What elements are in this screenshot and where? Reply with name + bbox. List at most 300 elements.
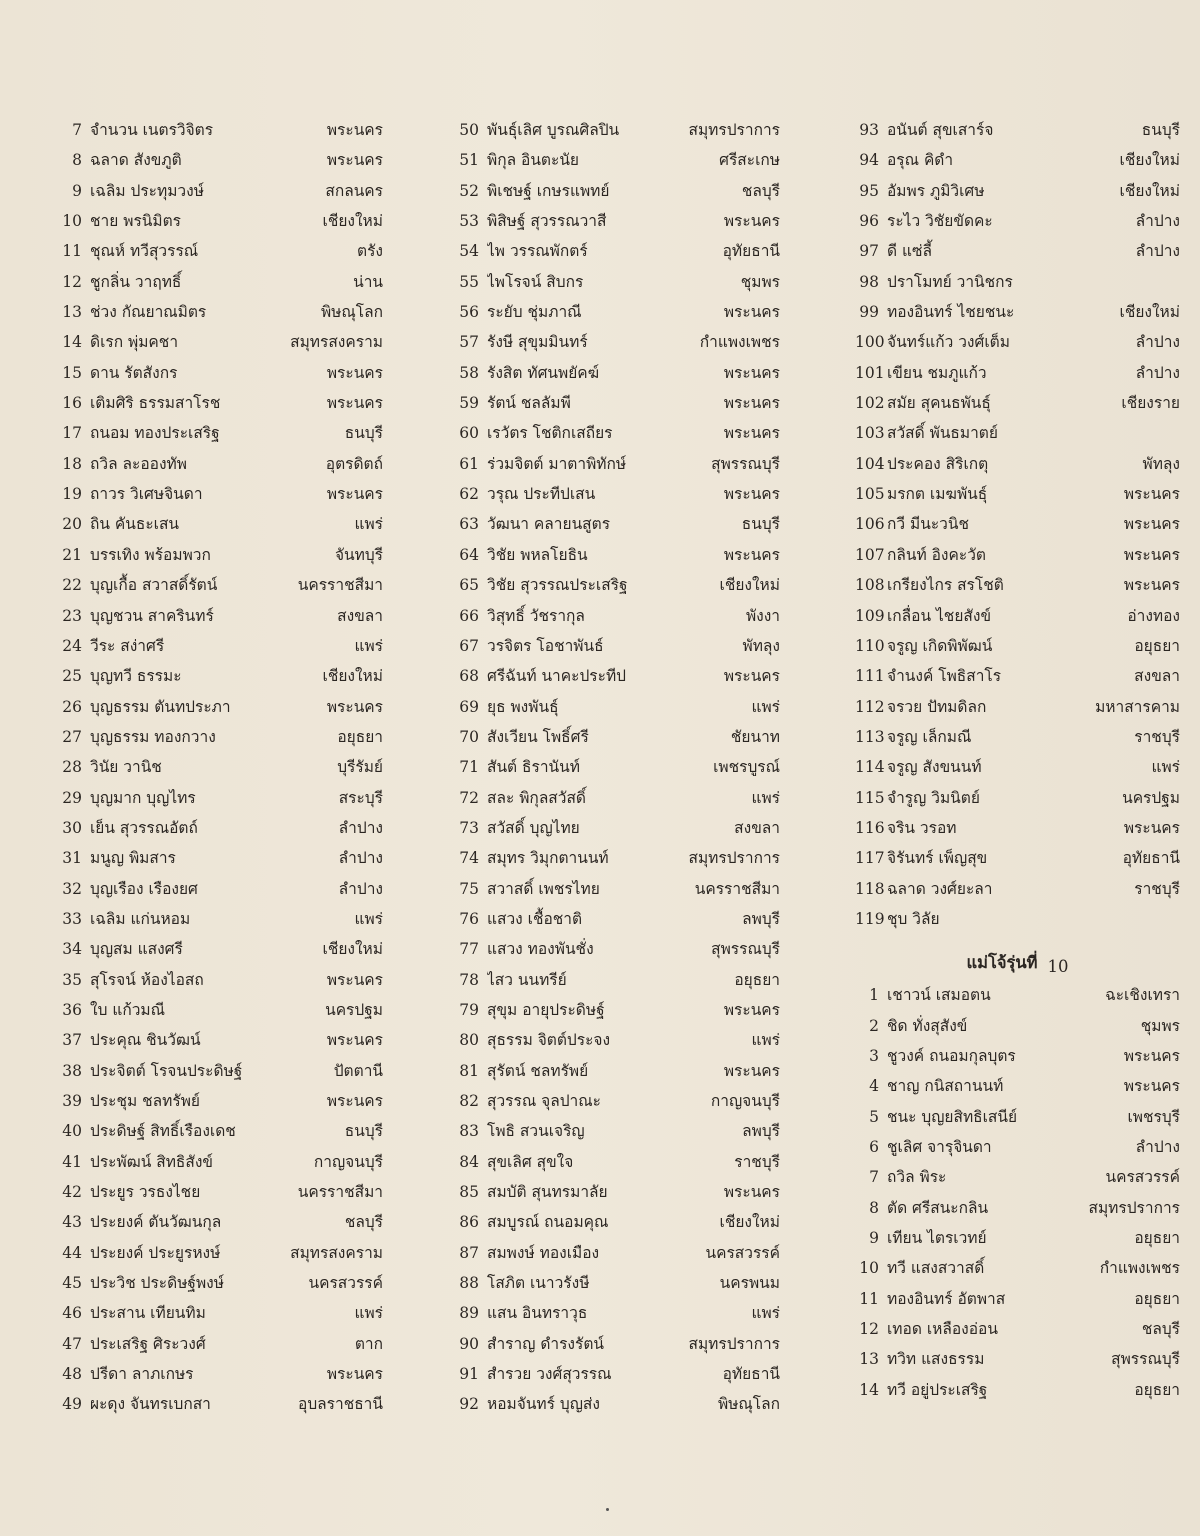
entry-province: เชียงใหม่ <box>322 667 383 686</box>
entry-number: 6 <box>869 1138 879 1156</box>
roster-entry <box>58 785 383 815</box>
entry-province: สมุทรปราการ <box>688 849 780 868</box>
entry-number: 38 <box>62 1061 82 1080</box>
entry-province: สุพรรณบุรี <box>711 454 780 473</box>
entry-province: พระนคร <box>723 303 780 322</box>
entry-name: ถนอม ทองประเสริฐ <box>90 424 220 443</box>
entry-number: 47 <box>62 1334 82 1353</box>
entry-number: 74 <box>459 849 479 868</box>
entry-number: 68 <box>459 667 479 686</box>
entry-number: 21 <box>62 545 82 564</box>
entry-province: ลำปาง <box>1135 363 1180 382</box>
entry-province: ลำปาง <box>1135 1138 1180 1156</box>
entry-name: สวัสดิ์ บุญไทย <box>487 818 580 837</box>
entry-number: 80 <box>459 1031 479 1050</box>
entry-province: สระบุรี <box>338 788 383 807</box>
entry-province: กาญจนบุรี <box>710 1092 780 1110</box>
entry-province: พระนคร <box>723 667 780 686</box>
entry-province: อยุธยา <box>734 970 780 989</box>
entry-name: เกลื่อน ไชยสังข์ <box>887 606 992 625</box>
entry-province: แพร่ <box>751 1031 780 1050</box>
roster-entry <box>58 1209 383 1239</box>
roster-entry <box>455 329 780 359</box>
entry-province: ศรีสะเกษ <box>719 151 780 170</box>
entry-number: 12 <box>62 272 82 291</box>
entry-name: อนันต์ สุขเสาร์จ <box>887 121 994 139</box>
entry-number: 86 <box>459 1213 479 1232</box>
entry-number: 60 <box>459 424 479 443</box>
entry-province: อุบลราชธานี <box>298 1395 383 1414</box>
entry-number: 2 <box>869 1016 879 1035</box>
entry-number: 110 <box>855 636 885 655</box>
entry-name: ไพ วรรณพักตร์ <box>487 242 588 261</box>
entry-province: แพร่ <box>751 788 780 807</box>
entry-name: สำรวย วงศ์สุวรรณ <box>487 1365 612 1384</box>
entry-name: พิเชษฐ์ เกษรแพทย์ <box>487 181 610 200</box>
roster-entry <box>58 754 383 784</box>
roster-entry <box>855 1225 1180 1255</box>
page-mark <box>606 1508 609 1511</box>
entry-number: 96 <box>859 212 879 231</box>
entry-number: 18 <box>62 454 82 473</box>
entry-name: ชูกลิ่น วาฤทธิ์ <box>90 272 182 291</box>
entry-name: รังสิต ทัศนพยัคฆ์ <box>487 363 600 382</box>
roster-entry <box>855 420 1180 450</box>
roster-entry <box>855 694 1180 724</box>
entry-province: พระนคร <box>1123 1077 1180 1096</box>
entry-province: ลำปาง <box>338 818 383 837</box>
roster-entry <box>455 1240 780 1270</box>
entry-name: ศรีฉันท์ นาคะประทีป <box>487 667 627 686</box>
entry-number: 65 <box>459 576 479 595</box>
entry-number: 99 <box>859 303 879 322</box>
roster-entry <box>58 1149 383 1179</box>
entry-number: 78 <box>459 970 479 989</box>
entry-province: พระนคร <box>326 697 383 716</box>
entry-name: ชุณห์ ทวีสุวรรณ์ <box>90 242 199 261</box>
roster-entry <box>855 1134 1180 1164</box>
roster-entry <box>58 299 383 329</box>
entry-name: ทวี แสงสวาสดิ์ <box>887 1259 985 1278</box>
entry-name: มนูญ พิมสาร <box>90 849 176 868</box>
entry-province: เชียงใหม่ <box>719 576 780 595</box>
entry-province: ชัยนาท <box>730 727 780 746</box>
entry-name: สละ พิกุลสวัสดิ์ <box>487 788 587 807</box>
entry-province: ธนบุรี <box>344 424 383 443</box>
section-rows <box>855 982 1180 1407</box>
entry-name: โพธิ สวนเจริญ <box>487 1122 585 1141</box>
roster-entry <box>855 481 1180 511</box>
entry-name: ใบ แก้วมณี <box>90 1000 166 1019</box>
entry-name: บุญชวน สาครินทร์ <box>90 606 214 625</box>
roster-entry <box>58 633 383 663</box>
entry-province: อุทัยธานี <box>722 242 780 261</box>
roster-entry <box>855 906 1180 936</box>
entry-number: 10 <box>859 1259 879 1278</box>
roster-entry <box>455 997 780 1027</box>
roster-entry <box>58 967 383 997</box>
roster-entry <box>455 481 780 511</box>
entry-number: 32 <box>62 879 82 898</box>
entry-province: อยุธยา <box>1134 636 1180 655</box>
entry-number: 14 <box>62 333 82 352</box>
entry-number: 19 <box>62 485 82 504</box>
entry-number: 3 <box>869 1046 879 1065</box>
entry-name: ชิด ทั่งสุสังข์ <box>887 1016 968 1035</box>
roster-entry <box>855 1073 1180 1103</box>
roster-entry <box>455 603 780 633</box>
entry-number: 112 <box>855 697 885 716</box>
entry-number: 23 <box>62 606 82 625</box>
roster-entry <box>58 117 383 147</box>
entry-name: จันทร์แก้ว วงศ์เต็ม <box>887 333 1010 352</box>
entry-number: 109 <box>855 606 885 625</box>
entry-province: พระนคร <box>326 1031 383 1050</box>
entry-number: 111 <box>855 667 885 686</box>
entry-name: ประพัฒน์ สิทธิสังข์ <box>90 1152 213 1171</box>
entry-province: แพร่ <box>751 697 780 716</box>
roster-entry <box>58 1058 383 1088</box>
roster-entry <box>855 603 1180 633</box>
roster-entry <box>855 1255 1180 1285</box>
entry-number: 56 <box>459 303 479 322</box>
roster-column-3-rows <box>855 117 1180 936</box>
entry-number: 33 <box>62 909 82 928</box>
entry-number: 50 <box>459 121 479 139</box>
roster-entry <box>455 178 780 208</box>
roster-entry <box>855 1377 1180 1407</box>
roster-entry <box>58 694 383 724</box>
roster-entry <box>455 785 780 815</box>
entry-name: สมบูรณ์ ถนอมคุณ <box>487 1213 609 1232</box>
entry-number: 103 <box>855 424 885 443</box>
entry-number: 53 <box>459 212 479 231</box>
entry-name: ถวิล พิระ <box>887 1168 947 1187</box>
entry-name: จำรูญ วิมนิตย์ <box>887 788 980 807</box>
entry-name: วรจิตร โอชาพันธ์ <box>487 636 604 655</box>
entry-name: รัตน์ ชลลัมพี <box>487 394 571 413</box>
roster-entry <box>455 754 780 784</box>
roster-entry <box>58 420 383 450</box>
entry-number: 17 <box>62 424 82 443</box>
entry-number: 81 <box>459 1061 479 1080</box>
roster-entry <box>455 815 780 845</box>
roster-entry <box>58 1300 383 1330</box>
roster-entry <box>455 299 780 329</box>
entry-name: เรวัตร โชติกเสถียร <box>487 424 613 443</box>
roster-entry <box>58 1179 383 1209</box>
entry-name: ชนะ บุญยสิทธิเสนีย์ <box>887 1107 1018 1126</box>
entry-number: 44 <box>62 1243 82 1262</box>
roster-entry <box>455 572 780 602</box>
entry-number: 25 <box>62 667 82 686</box>
roster-entry <box>855 1195 1180 1225</box>
entry-province: แพร่ <box>1151 758 1180 777</box>
roster-entry <box>855 542 1180 572</box>
entry-province: เชียงใหม่ <box>322 940 383 959</box>
entry-province: สมุทรสงคราม <box>290 1243 383 1262</box>
entry-number: 87 <box>459 1243 479 1262</box>
roster-entry <box>855 147 1180 177</box>
roster-entry <box>455 1058 780 1088</box>
entry-name: บรรเทิง พร้อมพวก <box>90 545 211 564</box>
roster-entry <box>455 360 780 390</box>
entry-number: 27 <box>62 727 82 746</box>
entry-number: 13 <box>62 303 82 322</box>
entry-name: ประสาน เทียนทิม <box>90 1304 206 1323</box>
entry-name: สมัย สุคนธพันธุ์ <box>887 394 991 413</box>
roster-entry <box>855 1346 1180 1376</box>
roster-entry <box>58 360 383 390</box>
entry-province: พระนคร <box>723 1183 780 1202</box>
entry-province: ฉะเชิงเทรา <box>1105 986 1180 1005</box>
entry-number: 49 <box>62 1395 82 1414</box>
roster-entry <box>58 572 383 602</box>
roster-entry <box>855 663 1180 693</box>
roster-entry <box>58 815 383 845</box>
entry-province: ปัตตานี <box>333 1061 383 1080</box>
entry-number: 52 <box>459 181 479 200</box>
roster-entry <box>455 967 780 997</box>
entry-name: บุญธรรม ตันทประภา <box>90 697 231 716</box>
entry-name: ทองอินทร์ อัตพาส <box>887 1289 1006 1308</box>
entry-name: บุญเกื้อ สวาสดิ์รัตน์ <box>90 576 218 595</box>
roster-entry <box>855 845 1180 875</box>
entry-number: 46 <box>62 1304 82 1323</box>
entry-province: พระนคร <box>326 970 383 989</box>
entry-province: สงขลา <box>734 818 780 837</box>
entry-number: 26 <box>62 697 82 716</box>
entry-number: 41 <box>62 1152 82 1171</box>
entry-province: พระนคร <box>723 1061 780 1080</box>
entry-number: 73 <box>459 818 479 837</box>
roster-entry <box>455 208 780 238</box>
entry-province: พระนคร <box>1123 485 1180 504</box>
entry-number: 9 <box>72 181 82 200</box>
entry-name: พิกุล อินตะนัย <box>487 151 580 170</box>
entry-name: จำนงค์ โพธิสาโร <box>887 667 1002 686</box>
entry-number: 10 <box>62 212 82 231</box>
roster-entry <box>58 876 383 906</box>
entry-name: ประเสริฐ ศิระวงศ์ <box>90 1334 206 1353</box>
roster-entry <box>455 147 780 177</box>
roster-entry <box>455 1391 780 1421</box>
roster-entry <box>855 117 1180 147</box>
roster-entry <box>855 724 1180 754</box>
entry-province: ธนบุรี <box>741 515 780 534</box>
entry-number: 113 <box>855 727 885 746</box>
entry-province: อุทัยธานี <box>1122 849 1180 868</box>
entry-number: 11 <box>859 1289 879 1308</box>
roster-entry <box>455 511 780 541</box>
entry-province: อุทัยธานี <box>722 1365 780 1384</box>
entry-name: ฉลาด สังขภูติ <box>90 151 182 170</box>
entry-number: 69 <box>459 697 479 716</box>
entry-name: แสน อินทราวุธ <box>487 1304 588 1323</box>
entry-number: 83 <box>459 1122 479 1141</box>
entry-province: พระนคร <box>326 151 383 170</box>
roster-column-2 <box>455 117 780 1422</box>
roster-entry <box>855 1316 1180 1346</box>
entry-province: นครสวรรค์ <box>705 1243 780 1262</box>
entry-name: วีระ สง่าศรี <box>90 636 165 655</box>
entry-province: ราชบุรี <box>734 1152 780 1171</box>
entry-number: 72 <box>459 788 479 807</box>
entry-province: เชียงใหม่ <box>1119 303 1180 322</box>
entry-number: 7 <box>869 1168 879 1187</box>
entry-number: 24 <box>62 636 82 655</box>
roster-entry <box>58 906 383 936</box>
entry-province: สกลนคร <box>325 181 383 200</box>
entry-province: อยุธยา <box>1134 1229 1180 1248</box>
entry-province: พัทลุง <box>742 636 780 655</box>
entry-number: 40 <box>62 1122 82 1141</box>
entry-province: ราชบุรี <box>1134 879 1180 898</box>
roster-entry <box>58 390 383 420</box>
entry-number: 102 <box>855 394 885 413</box>
entry-number: 57 <box>459 333 479 352</box>
roster-entry <box>455 451 780 481</box>
entry-name: เขียน ชมภูแก้ว <box>887 363 987 382</box>
entry-name: เกรียงไกร สรโชติ <box>887 576 1004 595</box>
entry-number: 97 <box>859 242 879 261</box>
entry-province: เพชรบุรี <box>1127 1107 1180 1126</box>
entry-name: วัฒนา คลายนสูตร <box>487 515 611 534</box>
entry-name: ไสว นนทรีย์ <box>487 970 567 989</box>
entry-province: น่าน <box>353 272 383 291</box>
roster-entry <box>58 1331 383 1361</box>
entry-province: พระนคร <box>326 363 383 382</box>
entry-number: 76 <box>459 909 479 928</box>
entry-name: วิสุทธิ์ วัชรากุล <box>487 606 585 625</box>
roster-entry <box>855 451 1180 481</box>
entry-number: 106 <box>855 515 885 534</box>
entry-province: ชลบุรี <box>1141 1320 1180 1339</box>
roster-entry <box>855 876 1180 906</box>
roster-entry <box>855 299 1180 329</box>
entry-province: เชียงใหม่ <box>1119 181 1180 200</box>
entry-name: บุญทวี ธรรมะ <box>90 667 182 686</box>
entry-number: 101 <box>855 363 885 382</box>
entry-province: พระนคร <box>326 485 383 504</box>
entry-number: 30 <box>62 818 82 837</box>
entry-province: พิษณุโลก <box>717 1395 780 1414</box>
entry-number: 9 <box>869 1229 879 1248</box>
roster-entry <box>455 238 780 268</box>
roster-entry <box>855 390 1180 420</box>
entry-name: ประคอง สิริเกตุ <box>887 454 989 473</box>
entry-number: 105 <box>855 485 885 504</box>
entry-name: ร่วมจิตต์ มาตาพิทักษ์ <box>487 454 627 473</box>
entry-name: วิชัย สุวรรณประเสริฐ <box>487 576 628 595</box>
entry-name: ชาย พรนิมิตร <box>90 212 181 231</box>
roster-entry <box>855 208 1180 238</box>
entry-name: สมุทร วิมุกตานนท์ <box>487 849 609 868</box>
entry-number: 12 <box>859 1320 879 1339</box>
entry-name: ตัด ศรีสนะกลิน <box>887 1198 989 1217</box>
entry-province: ชุมพร <box>740 272 780 291</box>
entry-number: 55 <box>459 272 479 291</box>
entry-province: กาญจนบุรี <box>313 1152 383 1171</box>
roster-entry <box>58 1027 383 1057</box>
entry-province: แพร่ <box>354 515 383 534</box>
entry-province: นครปฐม <box>1122 788 1180 807</box>
entry-name: เทอด เหลืองอ่อน <box>887 1320 998 1339</box>
roster-entry <box>58 663 383 693</box>
entry-number: 92 <box>459 1395 479 1414</box>
entry-name: ทองอินทร์ ไชยชนะ <box>887 303 1015 322</box>
entry-province: สุพรรณบุรี <box>1111 1350 1180 1369</box>
entry-province: พระนคร <box>1123 545 1180 564</box>
roster-entry <box>455 1300 780 1330</box>
entry-name: ไพโรจน์ สิบกร <box>487 272 584 291</box>
entry-name: พิสิษฐ์ สุวรรณวาสี <box>487 212 607 231</box>
roster-column-3 <box>855 117 1180 1407</box>
roster-entry <box>455 1179 780 1209</box>
entry-name: วิชัย พหลโยธิน <box>487 545 588 564</box>
entry-name: สันต์ ธิรานันท์ <box>487 758 580 777</box>
entry-name: หอมจันทร์ บุญส่ง <box>487 1395 600 1414</box>
entry-province: นครสวรรค์ <box>1105 1168 1180 1187</box>
entry-province: พัทลุง <box>1142 454 1180 473</box>
entry-province: พระนคร <box>1123 1046 1180 1065</box>
entry-number: 13 <box>859 1350 879 1369</box>
roster-entry <box>58 1088 383 1118</box>
entry-province: แพร่ <box>354 909 383 928</box>
roster-entry <box>58 269 383 299</box>
roster-entry <box>455 694 780 724</box>
entry-province: ลพบุรี <box>742 1122 780 1141</box>
entry-number: 107 <box>855 545 885 564</box>
roster-entry <box>58 936 383 966</box>
entry-name: อรุณ คิดำ <box>887 151 954 170</box>
entry-name: เติมศิริ ธรรมสาโรช <box>90 394 221 413</box>
entry-name: สุโรจน์ ห้องไอสถ <box>90 970 204 989</box>
entry-name: วินัย วานิช <box>90 758 162 777</box>
entry-province: ราชบุรี <box>1134 727 1180 746</box>
entry-name: วรุณ ประทีปเสน <box>487 485 596 504</box>
entry-province: พังงา <box>745 606 780 625</box>
entry-number: 114 <box>855 758 885 777</box>
entry-province: พระนคร <box>1123 818 1180 837</box>
entry-province: แพร่ <box>354 636 383 655</box>
roster-entry <box>455 1118 780 1148</box>
roster-entry <box>455 1209 780 1239</box>
entry-name: ฉลาด วงศ์ยะลา <box>887 879 993 898</box>
roster-entry <box>455 936 780 966</box>
entry-number: 93 <box>859 121 879 139</box>
roster-entry <box>455 1027 780 1057</box>
entry-number: 91 <box>459 1365 479 1384</box>
entry-province: กำแพงเพชร <box>1099 1259 1180 1278</box>
entry-province: เชียงราย <box>1121 394 1180 413</box>
roster-entry <box>58 845 383 875</box>
entry-province: อยุธยา <box>337 727 383 746</box>
entry-name: ชุบ วิลัย <box>887 909 940 928</box>
entry-number: 98 <box>859 272 879 291</box>
entry-number: 36 <box>62 1000 82 1019</box>
roster-entry <box>855 1164 1180 1194</box>
entry-number: 37 <box>62 1031 82 1050</box>
roster-entry <box>855 785 1180 815</box>
entry-number: 90 <box>459 1334 479 1353</box>
entry-province: นครพนม <box>719 1274 780 1293</box>
entry-number: 75 <box>459 879 479 898</box>
entry-number: 119 <box>855 909 885 928</box>
entry-number: 4 <box>869 1077 879 1096</box>
entry-number: 42 <box>62 1183 82 1202</box>
entry-name: แสวง เชื้อชาติ <box>487 909 583 928</box>
